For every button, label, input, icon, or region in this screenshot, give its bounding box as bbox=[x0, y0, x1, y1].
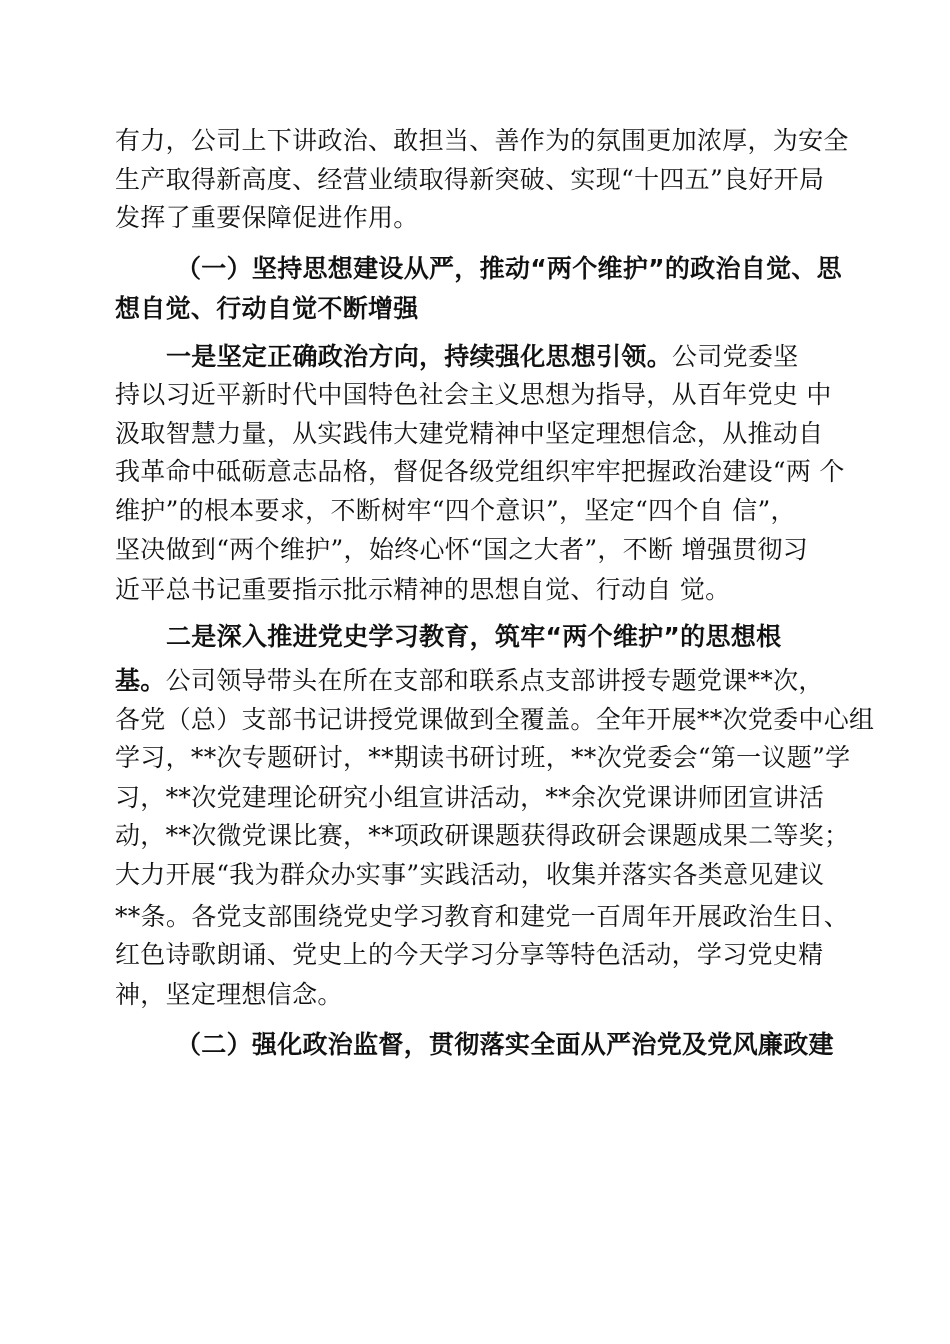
paragraph-2-line-4: 学习，**次专题研讨，**期读书研讨班，**次党委会“第一议题”学 bbox=[115, 743, 851, 772]
body-line-2: 生产取得新高度、经营业绩取得新突破、实现“十四五”良好开局 bbox=[115, 165, 825, 194]
paragraph-1-line-4: 我革命中砥砺意志品格，督促各级党组织牢牢把握政治建设“两 个 bbox=[115, 457, 845, 486]
body-line-3: 发挥了重要保障促进作用。 bbox=[115, 203, 419, 232]
paragraph-1-line-2: 持以习近平新时代中国特色社会主义思想为指导，从百年党史 中 bbox=[115, 380, 832, 409]
section-heading-1-line-1: （一）坚持思想建设从严，推动“两个维护”的政治自觉、思 bbox=[176, 254, 842, 283]
paragraph-1-line-7: 近平总书记重要指示批示精神的思想自觉、行动自 觉。 bbox=[115, 575, 731, 604]
paragraph-2-line-7: 大力开展“我为群众办实事”实践活动，收集并落实各类意见建议 bbox=[115, 860, 825, 889]
paragraph-1-lead: 一是坚定正确政治方向，持续强化思想引领。 bbox=[166, 342, 673, 371]
paragraph-1-line-5: 维护”的根本要求，不断树牢“四个意识”，坚定“四个自 信”， bbox=[115, 496, 796, 525]
paragraph-2-line-9: 红色诗歌朗诵、党史上的今天学习分享等特色活动，学习党史精 bbox=[115, 940, 824, 969]
paragraph-1-line-6: 坚决做到“两个维护”，始终心怀“国之大者”，不断 增强贯彻习 bbox=[115, 535, 809, 564]
body-line-1: 有力，公司上下讲政治、敢担当、善作为的氛围更加浓厚，为安全 bbox=[115, 126, 849, 155]
paragraph-2-line-8: **条。各党支部围绕党史学习教育和建党一百周年开展政治生日、 bbox=[115, 902, 850, 931]
paragraph-2-line-3: 各党（总）支部书记讲授党课做到全覆盖。全年开展**次党委中心组 bbox=[115, 705, 875, 734]
paragraph-2-line-5: 习，**次党建理论研究小组宣讲活动，**余次党课讲师团宣讲活 bbox=[115, 783, 825, 812]
section-heading-1-line-2: 想自觉、行动自觉不断增强 bbox=[115, 294, 419, 323]
paragraph-1-line-3: 汲取智慧力量，从实践伟大建党精神中坚定理想信念，从推动自 bbox=[115, 419, 824, 448]
paragraph-2-lead-end: 基。 bbox=[115, 666, 166, 695]
paragraph-2-lead-line-1: 二是深入推进党史学习教育，筑牢“两个维护”的思想根 bbox=[166, 622, 782, 651]
section-heading-2-line-1: （二）强化政治监督，贯彻落实全面从严治党及党风廉政建 bbox=[176, 1030, 834, 1059]
paragraph-1-line-1 bbox=[166, 340, 799, 374]
paragraph-1-lead-tail: 公司党委坚 bbox=[672, 342, 799, 371]
paragraph-2-line-2 bbox=[115, 664, 824, 698]
paragraph-2-line-6: 动，**次微党课比赛，**项政研课题获得政研会课题成果二等奖； bbox=[115, 821, 850, 850]
paragraph-2-line-10: 神，坚定理想信念。 bbox=[115, 980, 343, 1009]
paragraph-2-line-2-text: 公司领导带头在所在支部和联系点支部讲授专题党课**次， bbox=[165, 666, 824, 695]
